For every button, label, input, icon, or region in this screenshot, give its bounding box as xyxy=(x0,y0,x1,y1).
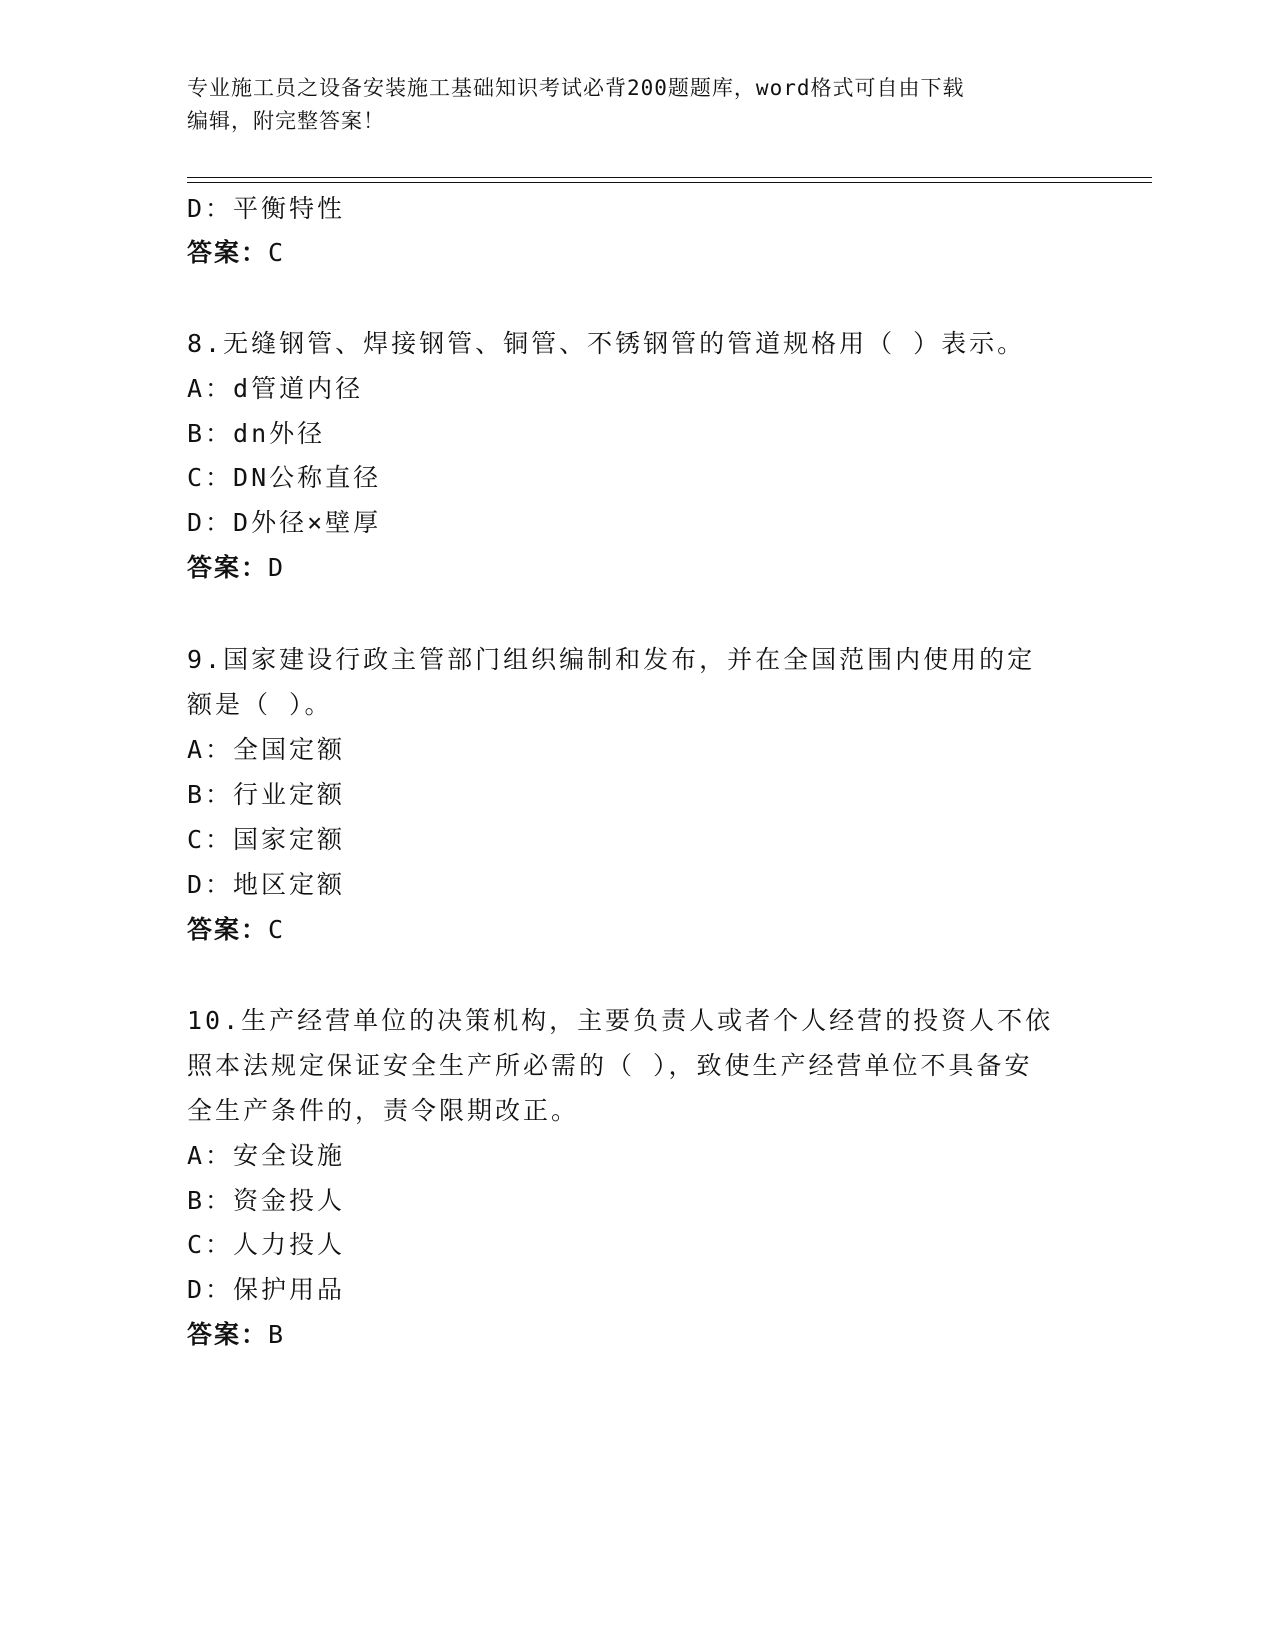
question-8-option-c: C：DN公称直径 xyxy=(187,463,382,492)
question-10-option-d: D：保护用品 xyxy=(187,1275,346,1304)
answer-label: 答案： xyxy=(187,553,269,582)
question-9-option-b: B：行业定额 xyxy=(187,780,346,809)
answer-label: 答案： xyxy=(187,238,269,267)
question-9-text-line-2: 额是（ ）。 xyxy=(187,690,333,719)
prev-option-d: D：平衡特性 xyxy=(187,194,346,223)
question-10-option-c: C：人力投人 xyxy=(187,1230,346,1259)
question-8-option-b: B：dn外径 xyxy=(187,419,326,448)
question-10-text-line-1: 10.生产经营单位的决策机构，主要负责人或者个人经营的投资人不依 xyxy=(187,1006,1054,1035)
question-8-option-d: D：D外径×壁厚 xyxy=(187,508,382,537)
question-10-option-a: A：安全设施 xyxy=(187,1141,346,1170)
question-8-option-a: A：d管道内径 xyxy=(187,374,364,403)
question-9-answer xyxy=(187,914,285,946)
answer-label: 答案： xyxy=(187,1320,269,1349)
answer-value: C xyxy=(268,915,286,944)
question-8-text: 8.无缝钢管、焊接钢管、铜管、不锈钢管的管道规格用（ ）表示。 xyxy=(187,329,1026,358)
prev-answer xyxy=(187,237,285,269)
question-9-text-line-1: 9.国家建设行政主管部门组织编制和发布，并在全国范围内使用的定 xyxy=(187,645,1036,674)
question-10-option-b: B：资金投人 xyxy=(187,1186,346,1215)
header-line-1: 专业施工员之设备安装施工基础知识考试必背200题题库，word格式可自由下载 xyxy=(187,76,965,100)
question-10-text-line-2: 照本法规定保证安全生产所必需的（ ），致使生产经营单位不具备安 xyxy=(187,1051,1033,1080)
question-9-option-d: D：地区定额 xyxy=(187,870,346,899)
question-10-text-line-3: 全生产条件的，责令限期改正。 xyxy=(187,1096,580,1125)
answer-label: 答案： xyxy=(187,915,269,944)
answer-value: C xyxy=(268,238,286,267)
answer-value: D xyxy=(268,553,286,582)
document-header xyxy=(187,72,1087,138)
header-line-2: 编辑，附完整答案！ xyxy=(187,109,385,133)
header-divider-bottom xyxy=(187,182,1152,183)
question-9-option-a: A：全国定额 xyxy=(187,735,346,764)
question-8-answer xyxy=(187,552,285,584)
question-9-option-c: C：国家定额 xyxy=(187,825,346,854)
answer-value: B xyxy=(268,1320,286,1349)
header-divider-top xyxy=(187,177,1152,178)
question-10-answer xyxy=(187,1319,285,1351)
